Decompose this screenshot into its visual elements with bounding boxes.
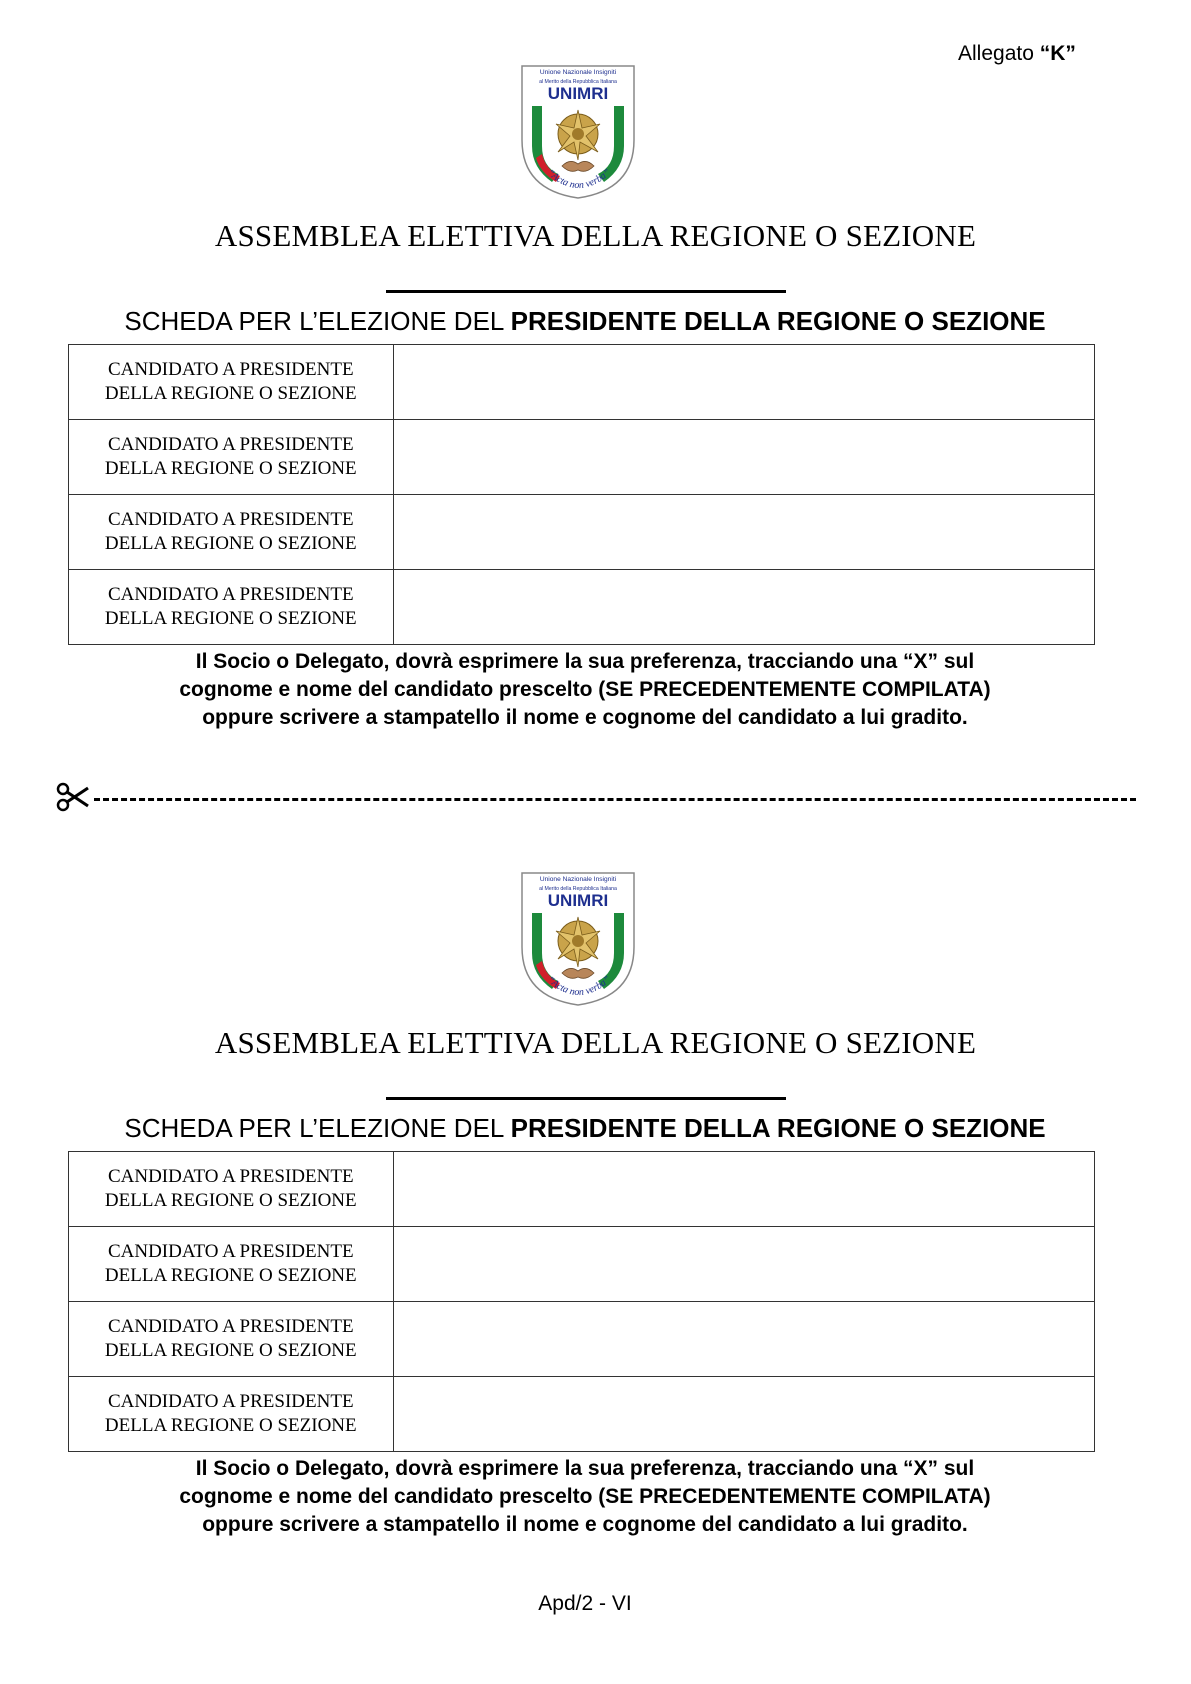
- table-row: [69, 495, 1095, 570]
- candidate-label-line1: CANDIDATO A PRESIDENTE: [107, 1316, 354, 1337]
- candidate-label: [69, 1377, 394, 1452]
- dashed-cut-guide: [94, 798, 1136, 801]
- subtitle-bold: PRESIDENTE DELLA REGIONE O SEZIONE: [510, 306, 1046, 336]
- candidate-label-line2: DELLA REGIONE O SEZIONE: [104, 458, 357, 479]
- candidate-label-line2: DELLA REGIONE O SEZIONE: [104, 533, 357, 554]
- instruction-line: Il Socio o Delegato, dovrà esprimere la sua preferenza, tracciando una “X” sul: [195, 1457, 975, 1480]
- candidate-label-line2: DELLA REGIONE O SEZIONE: [104, 1190, 357, 1211]
- candidates-table: [68, 1151, 1095, 1452]
- candidate-label: [69, 495, 394, 570]
- logo-acronym: UNIMRI: [547, 891, 609, 910]
- table-row: [69, 1227, 1095, 1302]
- logo-motto: “Acta non verba”: [545, 167, 613, 192]
- instruction-line: Il Socio o Delegato, dovrà esprimere la sua preferenza, tracciando una “X” sul: [195, 650, 975, 673]
- assembly-title: ASSEMBLEA ELETTIVA DELLA REGIONE O SEZIONE: [214, 1025, 977, 1060]
- candidate-label: [69, 1152, 394, 1227]
- candidates-table: [68, 344, 1095, 645]
- logo-line1: Unione Nazionale Insigniti: [539, 876, 617, 883]
- candidate-label-line2: DELLA REGIONE O SEZIONE: [104, 383, 357, 404]
- table-row: [69, 1377, 1095, 1452]
- unimri-logo: [518, 62, 638, 202]
- candidate-name-field[interactable]: [393, 1302, 1094, 1377]
- candidate-label-line1: CANDIDATO A PRESIDENTE: [107, 434, 354, 455]
- candidate-name-field[interactable]: [393, 345, 1094, 420]
- annex-word: Allegato: [958, 42, 1034, 65]
- candidate-label: [69, 1227, 394, 1302]
- candidate-name-field[interactable]: [393, 495, 1094, 570]
- candidate-label-line2: DELLA REGIONE O SEZIONE: [104, 1265, 357, 1286]
- annex-letter: “K”: [1039, 42, 1076, 65]
- candidate-label-line1: CANDIDATO A PRESIDENTE: [107, 1166, 354, 1187]
- candidate-name-field[interactable]: [393, 1152, 1094, 1227]
- ballot-subtitle: [0, 1113, 1170, 1144]
- instruction-line: cognome e nome del candidato prescelto (SE PRECEDENTEMENTE COMPILATA): [179, 1485, 991, 1508]
- candidate-label: [69, 420, 394, 495]
- candidate-label-line1: CANDIDATO A PRESIDENTE: [107, 1241, 354, 1262]
- scissors-icon: [56, 782, 90, 812]
- subtitle-prefix: SCHEDA PER L’ELEZIONE DEL: [124, 1113, 511, 1143]
- candidate-label: [69, 570, 394, 645]
- table-row: [69, 1152, 1095, 1227]
- ballot-subtitle: [0, 306, 1170, 337]
- instruction-line: cognome e nome del candidato prescelto (SE PRECEDENTEMENTE COMPILATA): [179, 678, 991, 701]
- subtitle-prefix: SCHEDA PER L’ELEZIONE DEL: [124, 306, 511, 336]
- candidate-label: [69, 345, 394, 420]
- candidate-label: [69, 1302, 394, 1377]
- logo-line1: Unione Nazionale Insigniti: [539, 69, 617, 76]
- candidate-label-line1: CANDIDATO A PRESIDENTE: [107, 509, 354, 530]
- candidate-label-line1: CANDIDATO A PRESIDENTE: [107, 359, 354, 380]
- candidate-label-line2: DELLA REGIONE O SEZIONE: [104, 1415, 357, 1436]
- logo-line2: al Merito della Repubblica Italiana: [539, 79, 617, 85]
- ballot-bottom: [0, 865, 1191, 1565]
- table-row: [69, 1302, 1095, 1377]
- voting-instructions: [0, 648, 1170, 732]
- logo-line2: al Merito della Repubblica Italiana: [539, 886, 617, 892]
- candidate-label-line1: CANDIDATO A PRESIDENTE: [107, 1391, 354, 1412]
- assembly-title: ASSEMBLEA ELETTIVA DELLA REGIONE O SEZIONE: [214, 218, 977, 253]
- table-row: [69, 420, 1095, 495]
- candidate-label-line2: DELLA REGIONE O SEZIONE: [104, 608, 357, 629]
- instruction-line: oppure scrivere a stampatello il nome e cognome del candidato a lui gradito.: [202, 706, 968, 729]
- subtitle-bold: PRESIDENTE DELLA REGIONE O SEZIONE: [510, 1113, 1046, 1143]
- candidate-name-field[interactable]: [393, 1227, 1094, 1302]
- logo-motto: “Acta non verba”: [545, 974, 613, 999]
- unimri-logo: [518, 869, 638, 1009]
- table-row: [69, 345, 1095, 420]
- candidate-name-field[interactable]: [393, 1377, 1094, 1452]
- logo-acronym: UNIMRI: [547, 84, 609, 103]
- candidate-name-field[interactable]: [393, 420, 1094, 495]
- table-row: [69, 570, 1095, 645]
- voting-instructions: [0, 1455, 1170, 1539]
- candidate-name-field[interactable]: [393, 570, 1094, 645]
- footer-code: Apd/2 - VI: [538, 1592, 632, 1615]
- instruction-line: oppure scrivere a stampatello il nome e cognome del candidato a lui gradito.: [202, 1513, 968, 1536]
- candidate-label-line1: CANDIDATO A PRESIDENTE: [107, 584, 354, 605]
- candidate-label-line2: DELLA REGIONE O SEZIONE: [104, 1340, 357, 1361]
- section-name-blank-line: [386, 290, 786, 293]
- ballot-top: [0, 58, 1191, 758]
- section-name-blank-line: [386, 1097, 786, 1100]
- cut-line: [56, 780, 1136, 816]
